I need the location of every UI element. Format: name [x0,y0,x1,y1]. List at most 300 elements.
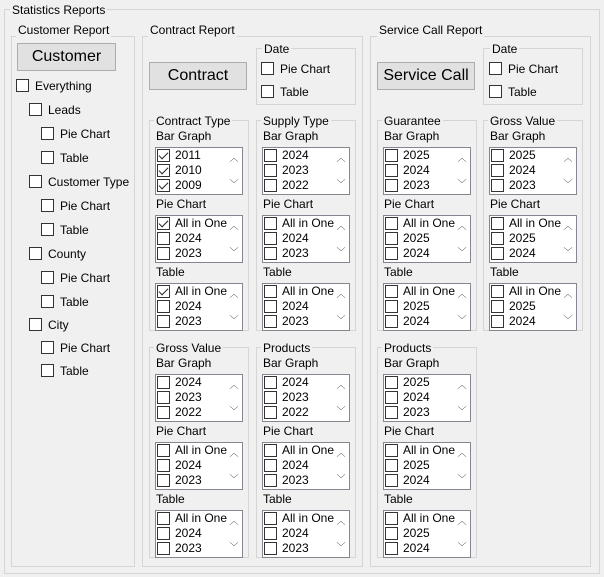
list-item[interactable] [157,314,227,329]
contract-type-pie-label: Pie Chart [156,197,207,211]
list-item[interactable] [157,178,227,193]
item-checkbox[interactable] [264,527,277,540]
list-item[interactable] [385,314,455,329]
supply-type-table-listbox[interactable] [262,283,350,331]
item-label: All in One [509,284,562,298]
item-checkbox[interactable] [157,527,170,540]
chevron-up-icon[interactable]: ︿ [457,448,467,458]
item-checkbox[interactable] [264,459,277,472]
item-checkbox[interactable] [491,149,504,162]
item-checkbox[interactable] [385,474,398,487]
item-checkbox[interactable] [385,376,398,389]
list-item[interactable] [385,299,455,314]
service-products-table-listbox[interactable] [383,510,471,558]
item-label: 2023 [282,541,309,555]
chevron-up-icon[interactable]: ︿ [336,221,346,231]
list-item[interactable] [157,405,227,420]
item-checkbox[interactable] [157,474,170,487]
chevron-up-icon[interactable]: ︿ [229,380,239,390]
item-label: 2024 [509,314,536,328]
chevron-up-icon[interactable]: ︿ [563,153,573,163]
scrollbar[interactable] [227,285,241,329]
list-item[interactable] [264,473,334,488]
supply-type-pie-label: Pie Chart [263,197,314,211]
item-checkbox[interactable] [385,542,398,555]
list-item[interactable] [385,511,455,526]
list-item[interactable] [157,526,227,541]
list-item[interactable] [385,458,455,473]
list-item[interactable] [157,443,227,458]
item-checkbox[interactable] [157,376,170,389]
item-checkbox[interactable] [385,179,398,192]
list-item[interactable] [157,231,227,246]
customer-type-label: Customer Type [48,175,130,189]
city-checkbox[interactable] [29,318,42,331]
list-item[interactable] [157,511,227,526]
list-item[interactable] [491,246,561,261]
item-checkbox[interactable] [385,300,398,313]
chevron-up-icon[interactable]: ︿ [229,153,239,163]
service-products-bar-listbox[interactable] [383,374,471,422]
item-label: 2022 [282,178,309,192]
list-item[interactable] [157,246,227,261]
contract-products-pie-label: Pie Chart [263,424,314,438]
item-checkbox[interactable] [385,285,398,298]
list-item[interactable] [264,299,334,314]
item-label: 2025 [403,458,430,472]
item-label: All in One [403,443,456,457]
leads-table-label: Table [60,151,89,165]
chevron-up-icon[interactable]: ︿ [336,448,346,458]
item-label: 2023 [175,390,202,404]
item-label: 2022 [175,405,202,419]
chevron-up-icon[interactable]: ︿ [336,380,346,390]
list-item[interactable] [264,541,334,556]
list-item[interactable] [157,299,227,314]
list-item[interactable] [157,375,227,390]
item-label: 2025 [403,375,430,389]
statistics-reports-title: Statistics Reports [12,3,106,17]
list-item[interactable] [491,178,561,193]
scrollbar[interactable] [334,376,348,420]
scrollbar[interactable] [227,217,241,261]
item-checkbox[interactable] [385,164,398,177]
chevron-up-icon[interactable]: ︿ [336,516,346,526]
service-date-label: Date [492,42,518,56]
chevron-down-icon[interactable]: ﹀ [336,474,346,484]
contract-gross-value-label: Gross Value [156,341,222,355]
item-checkbox[interactable] [385,406,398,419]
everything-checkbox[interactable] [16,79,29,92]
list-item[interactable] [157,541,227,556]
item-label: All in One [282,216,335,230]
item-checkbox[interactable] [385,149,398,162]
leads-pie-checkbox[interactable] [41,127,54,140]
chevron-down-icon[interactable]: ﹀ [229,406,239,416]
list-item[interactable] [157,473,227,488]
chevron-down-icon[interactable]: ﹀ [457,315,467,325]
item-checkbox[interactable] [491,179,504,192]
item-label: 2024 [175,299,202,313]
item-checkbox[interactable] [385,247,398,260]
item-checkbox[interactable] [157,459,170,472]
scrollbar[interactable] [561,285,575,329]
scrollbar[interactable] [227,149,241,193]
item-checkbox[interactable] [264,164,277,177]
item-checkbox[interactable] [385,391,398,404]
item-checkbox[interactable] [264,391,277,404]
chevron-up-icon[interactable]: ︿ [229,516,239,526]
service-gross-value-bar-label: Bar Graph [490,129,546,143]
list-item[interactable] [157,458,227,473]
item-label: 2024 [175,458,202,472]
list-item[interactable] [264,526,334,541]
item-label: 2024 [282,231,309,245]
guarantee-label: Guarantee [384,114,441,128]
list-item[interactable] [264,246,334,261]
item-label: 2023 [175,314,202,328]
list-item[interactable] [385,473,455,488]
list-item[interactable] [264,314,334,329]
list-item[interactable] [264,178,334,193]
chevron-up-icon[interactable]: ︿ [457,380,467,390]
item-label: 2025 [403,148,430,162]
list-item[interactable] [264,148,334,163]
item-checkbox[interactable] [157,391,170,404]
item-checkbox[interactable] [264,376,277,389]
item-label: All in One [175,284,228,298]
chevron-up-icon[interactable]: ︿ [229,221,239,231]
chevron-up-icon[interactable]: ︿ [229,289,239,299]
service-gross-value-table-listbox[interactable] [489,283,577,331]
list-item[interactable] [264,163,334,178]
service-products-pie-label: Pie Chart [384,424,435,438]
chevron-down-icon[interactable]: ﹀ [457,542,467,552]
item-checkbox[interactable] [491,217,504,230]
item-checkbox[interactable] [157,300,170,313]
item-checkbox[interactable] [385,217,398,230]
scrollbar[interactable] [334,512,348,556]
scrollbar[interactable] [334,285,348,329]
item-checkbox[interactable] [491,285,504,298]
item-checkbox[interactable] [264,512,277,525]
item-checkbox[interactable] [385,527,398,540]
scrollbar[interactable] [455,149,469,193]
item-checkbox[interactable] [264,315,277,328]
contract-gross-value-pie-listbox[interactable] [155,442,243,490]
chevron-down-icon[interactable]: ﹀ [336,406,346,416]
scrollbar[interactable] [455,444,469,488]
item-label: 2023 [175,473,202,487]
chevron-up-icon[interactable]: ︿ [457,221,467,231]
list-item[interactable] [385,390,455,405]
city-label: City [48,318,69,332]
guarantee-pie-listbox[interactable] [383,215,471,263]
list-item[interactable] [264,231,334,246]
list-item[interactable] [385,526,455,541]
list-item[interactable] [264,511,334,526]
item-checkbox[interactable] [157,164,170,177]
item-checkbox[interactable] [264,406,277,419]
chevron-down-icon[interactable]: ﹀ [229,247,239,257]
item-label: 2010 [175,163,202,177]
customer-report-label: Customer Report [18,23,110,37]
item-checkbox[interactable] [385,444,398,457]
list-item[interactable] [491,299,561,314]
list-item[interactable] [264,443,334,458]
list-item[interactable] [264,216,334,231]
item-label: 2023 [282,314,309,328]
item-checkbox[interactable] [264,300,277,313]
list-item[interactable] [385,443,455,458]
chevron-up-icon[interactable]: ︿ [336,153,346,163]
chevron-down-icon[interactable]: ﹀ [229,542,239,552]
item-label: 2024 [403,163,430,177]
service-gross-value-pie-label: Pie Chart [490,197,541,211]
item-checkbox[interactable] [157,512,170,525]
chevron-down-icon[interactable]: ﹀ [229,315,239,325]
city-table-checkbox[interactable] [41,364,54,377]
chevron-up-icon[interactable]: ︿ [457,289,467,299]
item-checkbox[interactable] [157,217,170,230]
scrollbar[interactable] [455,512,469,556]
contract-products-table-label: Table [263,492,292,506]
list-item[interactable] [264,390,334,405]
list-item[interactable] [491,148,561,163]
item-checkbox[interactable] [157,149,170,162]
item-label: All in One [403,284,456,298]
item-checkbox[interactable] [264,542,277,555]
contract-type-bar-listbox[interactable] [155,147,243,195]
item-label: All in One [175,216,228,230]
contract-date-label: Date [264,42,290,56]
item-checkbox[interactable] [264,444,277,457]
service-products-label: Products [384,341,432,355]
county-pie-checkbox[interactable] [41,271,54,284]
item-label: 2024 [175,526,202,540]
chevron-up-icon[interactable]: ︿ [457,153,467,163]
item-checkbox[interactable] [491,164,504,177]
item-checkbox[interactable] [491,315,504,328]
scrollbar[interactable] [334,149,348,193]
item-checkbox[interactable] [491,232,504,245]
service-date-table-checkbox[interactable] [489,85,502,98]
item-checkbox[interactable] [385,512,398,525]
supply-type-table-label: Table [263,265,292,279]
scrollbar[interactable] [334,444,348,488]
item-checkbox[interactable] [157,247,170,260]
item-checkbox[interactable] [264,232,277,245]
list-item[interactable] [491,284,561,299]
county-checkbox[interactable] [29,247,42,260]
chevron-up-icon[interactable]: ︿ [457,516,467,526]
list-item[interactable] [385,405,455,420]
list-item[interactable] [385,178,455,193]
scrollbar[interactable] [334,217,348,261]
item-label: All in One [282,443,335,457]
list-item[interactable] [157,216,227,231]
list-item[interactable] [157,163,227,178]
contract-gross-value-pie-label: Pie Chart [156,424,207,438]
chevron-up-icon[interactable]: ︿ [336,289,346,299]
list-item[interactable] [157,390,227,405]
item-checkbox[interactable] [491,247,504,260]
service-gross-value-bar-listbox[interactable] [489,147,577,195]
scrollbar[interactable] [455,217,469,261]
contract-gross-value-table-listbox[interactable] [155,510,243,558]
list-item[interactable] [385,216,455,231]
list-item[interactable] [491,163,561,178]
chevron-down-icon[interactable]: ﹀ [229,474,239,484]
county-pie-label: Pie Chart [60,271,111,285]
item-checkbox[interactable] [385,459,398,472]
item-label: 2023 [403,405,430,419]
item-label: 2024 [403,541,430,555]
service-products-pie-listbox[interactable] [383,442,471,490]
chevron-down-icon[interactable]: ﹀ [563,179,573,189]
scrollbar[interactable] [227,512,241,556]
chevron-down-icon[interactable]: ﹀ [457,247,467,257]
item-checkbox[interactable] [157,542,170,555]
list-item[interactable] [491,231,561,246]
chevron-down-icon[interactable]: ﹀ [457,406,467,416]
item-checkbox[interactable] [157,232,170,245]
contract-date-pie-checkbox[interactable] [261,62,274,75]
item-checkbox[interactable] [385,315,398,328]
supply-type-pie-listbox[interactable] [262,215,350,263]
item-checkbox[interactable] [264,247,277,260]
contract-products-pie-listbox[interactable] [262,442,350,490]
item-checkbox[interactable] [264,149,277,162]
list-item[interactable] [491,314,561,329]
chevron-down-icon[interactable]: ﹀ [229,179,239,189]
item-label: 2024 [403,473,430,487]
contract-type-table-label: Table [156,265,185,279]
list-item[interactable] [385,163,455,178]
guarantee-table-listbox[interactable] [383,283,471,331]
item-checkbox[interactable] [157,406,170,419]
guarantee-bar-label: Bar Graph [384,129,440,143]
item-label: 2025 [403,299,430,313]
list-item[interactable] [385,284,455,299]
item-checkbox[interactable] [264,285,277,298]
item-checkbox[interactable] [385,232,398,245]
list-item[interactable] [157,148,227,163]
item-label: All in One [403,511,456,525]
chevron-down-icon[interactable]: ﹀ [336,315,346,325]
item-label: 2023 [282,473,309,487]
list-item[interactable] [491,216,561,231]
chevron-up-icon[interactable]: ︿ [229,448,239,458]
contract-button[interactable]: Contract [149,62,247,90]
list-item[interactable] [385,148,455,163]
chevron-down-icon[interactable]: ﹀ [457,179,467,189]
list-item[interactable] [264,405,334,420]
chevron-up-icon[interactable]: ︿ [563,221,573,231]
item-label: 2024 [282,299,309,313]
list-item[interactable] [264,375,334,390]
chevron-down-icon[interactable]: ﹀ [336,247,346,257]
county-table-checkbox[interactable] [41,295,54,308]
item-label: 2024 [403,246,430,260]
scrollbar[interactable] [561,217,575,261]
item-label: 2024 [509,163,536,177]
contract-gross-value-bar-label: Bar Graph [156,356,212,370]
leads-table-checkbox[interactable] [41,151,54,164]
service-call-button[interactable]: Service Call [377,62,475,90]
item-checkbox[interactable] [264,217,277,230]
customer-type-pie-label: Pie Chart [60,199,111,213]
item-checkbox[interactable] [491,300,504,313]
customer-type-pie-checkbox[interactable] [41,199,54,212]
service-gross-value-label: Gross Value [490,114,556,128]
list-item[interactable] [385,246,455,261]
list-item[interactable] [385,541,455,556]
item-label: 2024 [403,314,430,328]
supply-type-bar-listbox[interactable] [262,147,350,195]
item-label: 2009 [175,178,202,192]
list-item[interactable] [264,458,334,473]
item-label: All in One [282,284,335,298]
chevron-down-icon[interactable]: ﹀ [563,247,573,257]
list-item[interactable] [385,231,455,246]
contract-type-table-listbox[interactable] [155,283,243,331]
contract-products-bar-label: Bar Graph [263,356,319,370]
scrollbar[interactable] [455,376,469,420]
customer-type-table-checkbox[interactable] [41,223,54,236]
guarantee-bar-listbox[interactable] [383,147,471,195]
customer-type-checkbox[interactable] [29,175,42,188]
item-checkbox[interactable] [157,179,170,192]
customer-button[interactable]: Customer [17,43,116,71]
city-pie-checkbox[interactable] [41,341,54,354]
chevron-down-icon[interactable]: ﹀ [563,315,573,325]
item-checkbox[interactable] [264,179,277,192]
scrollbar[interactable] [455,285,469,329]
contract-products-table-listbox[interactable] [262,510,350,558]
contract-date-table-checkbox[interactable] [261,85,274,98]
contract-type-pie-listbox[interactable] [155,215,243,263]
item-label: 2024 [403,390,430,404]
item-checkbox[interactable] [264,474,277,487]
scrollbar[interactable] [227,376,241,420]
scrollbar[interactable] [227,444,241,488]
item-checkbox[interactable] [157,315,170,328]
chevron-up-icon[interactable]: ︿ [563,289,573,299]
item-checkbox[interactable] [157,285,170,298]
scrollbar[interactable] [561,149,575,193]
item-label: 2023 [403,178,430,192]
service-products-bar-label: Bar Graph [384,356,440,370]
item-label: All in One [403,216,456,230]
chevron-down-icon[interactable]: ﹀ [336,542,346,552]
list-item[interactable] [157,284,227,299]
leads-checkbox[interactable] [29,103,42,116]
item-label: All in One [175,511,228,525]
service-gross-value-pie-listbox[interactable] [489,215,577,263]
contract-products-bar-listbox[interactable] [262,374,350,422]
list-item[interactable] [264,284,334,299]
contract-gross-value-bar-listbox[interactable] [155,374,243,422]
customer-type-table-label: Table [60,223,89,237]
service-date-pie-checkbox[interactable] [489,62,502,75]
list-item[interactable] [385,375,455,390]
chevron-down-icon[interactable]: ﹀ [336,179,346,189]
item-label: 2025 [509,299,536,313]
chevron-down-icon[interactable]: ﹀ [457,474,467,484]
county-table-label: Table [60,295,89,309]
item-checkbox[interactable] [157,444,170,457]
